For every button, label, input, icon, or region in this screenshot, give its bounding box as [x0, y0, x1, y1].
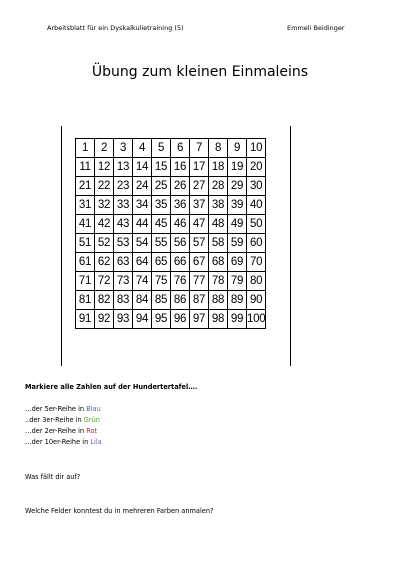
task-row-10er [25, 438, 102, 446]
grid-row [76, 253, 266, 272]
page-title: Übung zum kleinen Einmaleins [91, 64, 309, 80]
grid-cell[interactable]: 33 [114, 196, 133, 215]
grid-row [76, 158, 266, 177]
grid-cell[interactable]: 3 [114, 139, 133, 158]
grid-cell[interactable]: 21 [76, 177, 95, 196]
grid-cell[interactable]: 26 [171, 177, 190, 196]
grid-cell[interactable]: 92 [95, 310, 114, 329]
grid-cell[interactable]: 60 [247, 234, 266, 253]
grid-cell[interactable]: 36 [171, 196, 190, 215]
grid-cell[interactable]: 50 [247, 215, 266, 234]
grid-cell[interactable]: 97 [190, 310, 209, 329]
grid-cell[interactable]: 27 [190, 177, 209, 196]
grid-cell[interactable]: 93 [114, 310, 133, 329]
grid-cell[interactable]: 48 [209, 215, 228, 234]
grid-cell[interactable]: 1 [76, 139, 95, 158]
grid-cell[interactable]: 23 [114, 177, 133, 196]
grid-cell[interactable]: 56 [171, 234, 190, 253]
grid-cell[interactable]: 42 [95, 215, 114, 234]
grid-row [76, 291, 266, 310]
grid-cell[interactable]: 17 [190, 158, 209, 177]
grid-cell[interactable]: 88 [209, 291, 228, 310]
grid-cell[interactable]: 91 [76, 310, 95, 329]
grid-cell[interactable]: 24 [133, 177, 152, 196]
grid-cell[interactable]: 19 [228, 158, 247, 177]
task-prefix: …der 5er-Reihe in [25, 405, 87, 413]
grid-cell[interactable]: 72 [95, 272, 114, 291]
task-prefix: …der 10er-Reihe in [25, 438, 91, 446]
grid-cell[interactable]: 34 [133, 196, 152, 215]
grid-cell[interactable]: 13 [114, 158, 133, 177]
grid-cell[interactable]: 86 [171, 291, 190, 310]
grid-cell[interactable]: 63 [114, 253, 133, 272]
grid-cell[interactable]: 38 [209, 196, 228, 215]
grid-cell[interactable]: 44 [133, 215, 152, 234]
grid-cell[interactable]: 70 [247, 253, 266, 272]
grid-cell[interactable]: 35 [152, 196, 171, 215]
color-word-rot: Rot [86, 427, 98, 435]
grid-cell[interactable]: 46 [171, 215, 190, 234]
grid-cell[interactable]: 98 [209, 310, 228, 329]
grid-cell[interactable]: 76 [171, 272, 190, 291]
grid-row [76, 215, 266, 234]
hundred-chart [75, 138, 266, 329]
color-word-lila: Lila [90, 438, 102, 446]
grid-row [76, 139, 266, 158]
grid-cell[interactable]: 4 [133, 139, 152, 158]
grid-cell[interactable]: 73 [114, 272, 133, 291]
task-row-3er [25, 416, 100, 424]
grid-cell[interactable]: 96 [171, 310, 190, 329]
grid-cell[interactable]: 61 [76, 253, 95, 272]
grid-cell[interactable]: 59 [228, 234, 247, 253]
grid-cell[interactable]: 94 [133, 310, 152, 329]
grid-cell[interactable]: 67 [190, 253, 209, 272]
grid-cell[interactable]: 32 [95, 196, 114, 215]
worksheet-author: Emmeli Beidinger [287, 24, 345, 32]
grid-cell[interactable]: 22 [95, 177, 114, 196]
grid-cell[interactable]: 81 [76, 291, 95, 310]
grid-row [76, 177, 266, 196]
grid-cell[interactable]: 66 [171, 253, 190, 272]
grid-cell[interactable]: 69 [228, 253, 247, 272]
grid-cell[interactable]: 16 [171, 158, 190, 177]
grid-cell[interactable]: 100 [247, 310, 266, 329]
task-prefix: …der 2er-Reihe in [25, 427, 87, 435]
grid-cell[interactable]: 47 [190, 215, 209, 234]
grid-row [76, 196, 266, 215]
grid-cell[interactable]: 25 [152, 177, 171, 196]
grid-cell[interactable]: 83 [114, 291, 133, 310]
grid-cell[interactable]: 68 [209, 253, 228, 272]
grid-cell[interactable]: 85 [152, 291, 171, 310]
grid-cell[interactable]: 8 [209, 139, 228, 158]
instruction-text: Markiere alle Zahlen auf der Hundertertafel…. [25, 383, 198, 391]
grid-cell[interactable]: 30 [247, 177, 266, 196]
grid-cell[interactable]: 40 [247, 196, 266, 215]
question-observation: Was fällt dir auf? [25, 473, 81, 481]
task-prefix: ..der 3er-Reihe in [25, 416, 84, 424]
grid-cell[interactable]: 7 [190, 139, 209, 158]
grid-cell[interactable]: 14 [133, 158, 152, 177]
right-margin-line [290, 126, 291, 366]
task-row-5er [25, 405, 101, 413]
grid-cell[interactable]: 77 [190, 272, 209, 291]
grid-cell[interactable]: 12 [95, 158, 114, 177]
grid-cell[interactable]: 41 [76, 215, 95, 234]
grid-cell[interactable]: 95 [152, 310, 171, 329]
grid-row [76, 234, 266, 253]
grid-cell[interactable]: 90 [247, 291, 266, 310]
color-word-gruen: Grün [83, 416, 100, 424]
grid-cell[interactable]: 78 [209, 272, 228, 291]
grid-cell[interactable]: 82 [95, 291, 114, 310]
grid-cell[interactable]: 43 [114, 215, 133, 234]
grid-cell[interactable]: 74 [133, 272, 152, 291]
grid-cell[interactable]: 58 [209, 234, 228, 253]
grid-cell[interactable]: 55 [152, 234, 171, 253]
task-row-2er [25, 427, 97, 435]
color-word-blau: Blau [86, 405, 101, 413]
grid-cell[interactable]: 87 [190, 291, 209, 310]
grid-cell[interactable]: 2 [95, 139, 114, 158]
grid-cell[interactable]: 39 [228, 196, 247, 215]
grid-cell[interactable]: 79 [228, 272, 247, 291]
question-multiple-colors: Welche Felder konntest du in mehreren Farben anmalen? [25, 507, 214, 515]
grid-cell[interactable]: 52 [95, 234, 114, 253]
grid-cell[interactable]: 57 [190, 234, 209, 253]
grid-cell[interactable]: 11 [76, 158, 95, 177]
grid-cell[interactable]: 18 [209, 158, 228, 177]
grid-cell[interactable]: 45 [152, 215, 171, 234]
grid-cell[interactable]: 84 [133, 291, 152, 310]
grid-cell[interactable]: 71 [76, 272, 95, 291]
grid-cell[interactable]: 53 [114, 234, 133, 253]
grid-row [76, 272, 266, 291]
grid-cell[interactable]: 37 [190, 196, 209, 215]
grid-cell[interactable]: 15 [152, 158, 171, 177]
grid-cell[interactable]: 28 [209, 177, 228, 196]
grid-cell[interactable]: 62 [95, 253, 114, 272]
grid-cell[interactable]: 31 [76, 196, 95, 215]
grid-cell[interactable]: 9 [228, 139, 247, 158]
left-margin-line [61, 126, 62, 366]
grid-cell[interactable]: 6 [171, 139, 190, 158]
grid-cell[interactable]: 20 [247, 158, 266, 177]
grid-cell[interactable]: 5 [152, 139, 171, 158]
grid-cell[interactable]: 65 [152, 253, 171, 272]
worksheet-header-title: Arbeitsblatt für ein Dyskalkulietraining (5) [47, 24, 184, 32]
grid-cell[interactable]: 49 [228, 215, 247, 234]
grid-cell[interactable]: 29 [228, 177, 247, 196]
grid-cell[interactable]: 75 [152, 272, 171, 291]
grid-cell[interactable]: 80 [247, 272, 266, 291]
grid-cell[interactable]: 51 [76, 234, 95, 253]
grid-cell[interactable]: 99 [228, 310, 247, 329]
grid-cell[interactable]: 10 [247, 139, 266, 158]
grid-cell[interactable]: 54 [133, 234, 152, 253]
grid-cell[interactable]: 89 [228, 291, 247, 310]
grid-row [76, 310, 266, 329]
grid-cell[interactable]: 64 [133, 253, 152, 272]
